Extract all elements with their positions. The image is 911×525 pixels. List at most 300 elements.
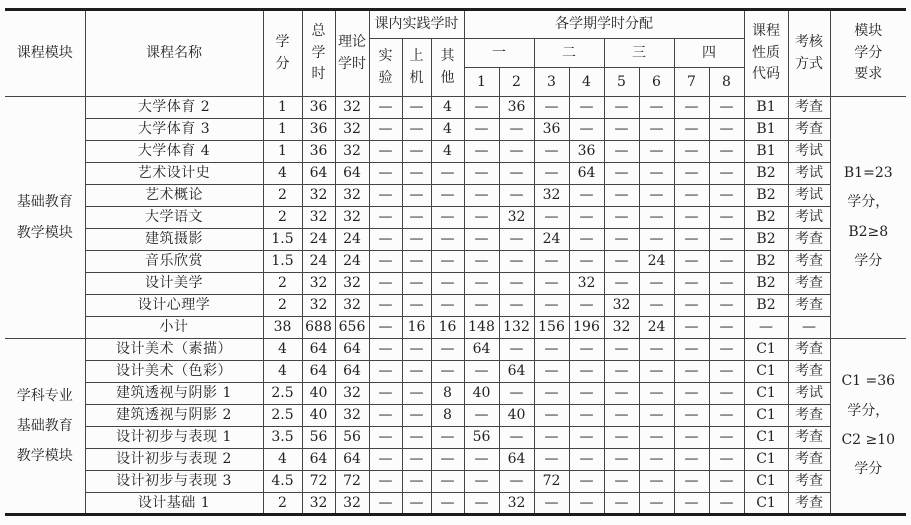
assessment-cell: 考试 (788, 207, 830, 229)
semester-7-hours-cell: — (674, 361, 709, 383)
module-requirement-line: 学分 (854, 461, 883, 478)
theory-hours-cell: 32 (335, 97, 369, 119)
header-module-label: 课程模块 (16, 45, 73, 62)
semester-8-hours-cell: — (709, 471, 744, 493)
header-theory-line: 学时 (338, 55, 366, 72)
header-module-requirement-line: 学分 (854, 44, 883, 61)
semester-8-hours-cell: — (709, 295, 744, 317)
computer-hours-cell: — (402, 97, 431, 119)
header-course-code-line: 课程 (752, 22, 781, 39)
total-hours-cell: 56 (302, 427, 335, 449)
semester-8-hours-cell: — (709, 383, 744, 405)
semester-3-hours-cell: — (534, 97, 569, 119)
credits-cell: 1 (263, 97, 302, 119)
header-assessment (788, 10, 830, 97)
semester-3-hours-cell: — (534, 493, 569, 515)
semester-3-hours-cell: — (534, 207, 569, 229)
header-year-4: 四 (674, 39, 744, 68)
header-assessment-line: 方式 (795, 55, 824, 72)
table-row (5, 207, 906, 229)
module-requirement-line: C1 =36 (841, 373, 896, 390)
semester-1-hours-cell: — (464, 229, 499, 251)
header-practice-other (431, 39, 464, 97)
semester-4-hours-cell: — (569, 493, 604, 515)
semester-4-hours-cell: — (569, 471, 604, 493)
semester-3-hours-cell: — (534, 383, 569, 405)
module-cell (5, 339, 85, 515)
course-code-cell: C1 (744, 493, 788, 515)
course-name-cell: 艺术设计史 (85, 163, 263, 185)
header-year-3: 三 (604, 39, 674, 68)
header-semester-group-label: 各学期学时分配 (555, 16, 654, 33)
semester-7-hours-cell: — (674, 119, 709, 141)
semester-1-hours-cell: — (464, 295, 499, 317)
course-code-cell: B1 (744, 119, 788, 141)
semester-6-hours-cell: — (639, 339, 674, 361)
semester-2-hours-cell: — (499, 273, 534, 295)
semester-1-hours-cell: 56 (464, 427, 499, 449)
course-code-cell: C1 (744, 471, 788, 493)
assessment-cell: 考查 (788, 97, 830, 119)
semester-7-hours-cell: — (674, 97, 709, 119)
semester-1-hours-cell: — (464, 251, 499, 273)
semester-7-hours-cell: — (674, 471, 709, 493)
semester-1-hours-cell: — (464, 185, 499, 207)
experiment-hours-cell: — (369, 97, 402, 119)
course-code-cell: B2 (744, 295, 788, 317)
total-hours-cell: 40 (302, 405, 335, 427)
semester-8-hours-cell: — (709, 185, 744, 207)
semester-8-hours-cell: — (709, 273, 744, 295)
semester-7-hours-cell: — (674, 405, 709, 427)
semester-6-hours-cell: 24 (639, 317, 674, 339)
semester-3-hours-cell: 24 (534, 229, 569, 251)
semester-7-hours-cell: — (674, 493, 709, 515)
theory-hours-cell: 32 (335, 207, 369, 229)
module-cell (5, 97, 85, 339)
semester-3-hours-cell: 32 (534, 185, 569, 207)
semester-8-hours-cell: — (709, 163, 744, 185)
header-practice-computer (402, 39, 431, 97)
semester-6-hours-cell: — (639, 141, 674, 163)
header-practice-exp (369, 39, 402, 97)
course-name-cell: 音乐欣赏 (85, 251, 263, 273)
header-semester-5: 5 (604, 68, 639, 97)
theory-hours-cell: 32 (335, 493, 369, 515)
total-hours-cell: 72 (302, 471, 335, 493)
module-requirement-line: C2 ≥10 (841, 432, 896, 448)
semester-1-hours-cell: — (464, 471, 499, 493)
semester-6-hours-cell: — (639, 405, 674, 427)
other-hours-cell: — (431, 493, 464, 515)
semester-5-hours-cell: — (604, 449, 639, 471)
header-credits (263, 10, 302, 97)
credits-cell: 2 (263, 493, 302, 515)
semester-1-hours-cell: — (464, 97, 499, 119)
semester-1-hours-cell: 64 (464, 339, 499, 361)
semester-4-hours-cell: — (569, 383, 604, 405)
table-row (5, 185, 906, 207)
credits-cell: 2 (263, 273, 302, 295)
assessment-cell: 考查 (788, 295, 830, 317)
semester-2-hours-cell: 36 (499, 97, 534, 119)
semester-2-hours-cell: 32 (499, 493, 534, 515)
theory-hours-cell: 32 (335, 185, 369, 207)
semester-4-hours-cell: 196 (569, 317, 604, 339)
semester-3-hours-cell: — (534, 295, 569, 317)
credits-cell: 38 (263, 317, 302, 339)
credits-cell: 4 (263, 163, 302, 185)
experiment-hours-cell: — (369, 295, 402, 317)
semester-3-hours-cell: — (534, 251, 569, 273)
semester-6-hours-cell: 24 (639, 251, 674, 273)
assessment-cell: 考查 (788, 229, 830, 251)
course-name-cell: 设计美术（素描） (85, 339, 263, 361)
table-row (5, 251, 906, 273)
semester-5-hours-cell: 32 (604, 317, 639, 339)
semester-5-hours-cell: — (604, 273, 639, 295)
experiment-hours-cell: — (369, 361, 402, 383)
semester-6-hours-cell: — (639, 229, 674, 251)
credits-cell: 2 (263, 207, 302, 229)
experiment-hours-cell: — (369, 383, 402, 405)
semester-6-hours-cell: — (639, 119, 674, 141)
experiment-hours-cell: — (369, 449, 402, 471)
other-hours-cell: 8 (431, 383, 464, 405)
header-total-hours-label: 总学时 (311, 22, 326, 83)
semester-4-hours-cell: 32 (569, 273, 604, 295)
semester-5-hours-cell: — (604, 405, 639, 427)
semester-2-hours-cell: — (499, 383, 534, 405)
other-hours-cell: — (431, 185, 464, 207)
theory-hours-cell: 72 (335, 471, 369, 493)
course-name-cell: 小计 (85, 317, 263, 339)
assessment-cell: 考试 (788, 383, 830, 405)
assessment-cell: 考查 (788, 251, 830, 273)
other-hours-cell: — (431, 449, 464, 471)
course-name-cell: 设计初步与表现 3 (85, 471, 263, 493)
module-requirement-line: 学分 (854, 252, 883, 269)
course-code-cell: C1 (744, 361, 788, 383)
header-module-requirement (830, 10, 906, 97)
experiment-hours-cell: — (369, 229, 402, 251)
semester-6-hours-cell: — (639, 163, 674, 185)
semester-4-hours-cell: — (569, 251, 604, 273)
semester-4-hours-cell: — (569, 361, 604, 383)
header-practice-group-label: 课内实践学时 (374, 16, 459, 33)
semester-1-hours-cell: — (464, 207, 499, 229)
other-hours-cell: — (431, 295, 464, 317)
theory-hours-cell: 32 (335, 295, 369, 317)
theory-hours-cell: 24 (335, 229, 369, 251)
semester-6-hours-cell: — (639, 273, 674, 295)
semester-3-hours-cell: 36 (534, 119, 569, 141)
header-semester-2: 2 (499, 68, 534, 97)
table-row (5, 361, 906, 383)
other-hours-cell: — (431, 361, 464, 383)
experiment-hours-cell: — (369, 119, 402, 141)
assessment-cell: 考查 (788, 493, 830, 515)
semester-7-hours-cell: — (674, 185, 709, 207)
other-hours-cell: 8 (431, 405, 464, 427)
semester-3-hours-cell: — (534, 361, 569, 383)
computer-hours-cell: — (402, 361, 431, 383)
semester-5-hours-cell: — (604, 361, 639, 383)
assessment-cell: 考试 (788, 141, 830, 163)
other-hours-cell: — (431, 471, 464, 493)
total-hours-cell: 688 (302, 317, 335, 339)
course-name-cell: 建筑摄影 (85, 229, 263, 251)
table-row (5, 119, 906, 141)
credits-cell: 2 (263, 185, 302, 207)
assessment-cell: 考试 (788, 163, 830, 185)
semester-3-hours-cell: 72 (534, 471, 569, 493)
semester-5-hours-cell: — (604, 339, 639, 361)
semester-7-hours-cell: — (674, 251, 709, 273)
experiment-hours-cell: — (369, 427, 402, 449)
semester-1-hours-cell: 40 (464, 383, 499, 405)
semester-4-hours-cell: 64 (569, 163, 604, 185)
semester-4-hours-cell: — (569, 449, 604, 471)
header-year-1: 一 (464, 39, 534, 68)
semester-5-hours-cell: — (604, 97, 639, 119)
theory-hours-cell: 64 (335, 163, 369, 185)
course-code-cell: — (744, 317, 788, 339)
experiment-hours-cell: — (369, 273, 402, 295)
other-hours-cell: 4 (431, 141, 464, 163)
semester-2-hours-cell: — (499, 163, 534, 185)
experiment-hours-cell: — (369, 163, 402, 185)
computer-hours-cell: — (402, 493, 431, 515)
course-code-cell: C1 (744, 405, 788, 427)
table-row (5, 339, 906, 361)
header-module-requirement-line: 要求 (854, 66, 883, 83)
header-semester-6: 6 (639, 68, 674, 97)
header-theory-line: 理论 (338, 33, 366, 50)
table-row (5, 493, 906, 515)
semester-2-hours-cell: — (499, 339, 534, 361)
credits-cell: 4.5 (263, 471, 302, 493)
total-hours-cell: 36 (302, 97, 335, 119)
course-name-cell: 设计美术（色彩） (85, 361, 263, 383)
course-code-cell: C1 (744, 339, 788, 361)
total-hours-cell: 40 (302, 383, 335, 405)
experiment-hours-cell: — (369, 251, 402, 273)
table-row (5, 295, 906, 317)
header-semester-7: 7 (674, 68, 709, 97)
total-hours-cell: 64 (302, 339, 335, 361)
module-requirement-line: 学分， (847, 194, 890, 211)
computer-hours-cell: — (402, 339, 431, 361)
semester-6-hours-cell: — (639, 207, 674, 229)
computer-hours-cell: — (402, 251, 431, 273)
semester-6-hours-cell: — (639, 295, 674, 317)
other-hours-cell: — (431, 163, 464, 185)
computer-hours-cell: — (402, 229, 431, 251)
semester-6-hours-cell: — (639, 185, 674, 207)
header-total-hours (302, 10, 335, 97)
other-hours-cell: 4 (431, 119, 464, 141)
header-course-code-line: 性质 (752, 44, 781, 61)
semester-4-hours-cell: — (569, 97, 604, 119)
credits-cell: 1.5 (263, 251, 302, 273)
header-assessment-line: 考核 (795, 33, 824, 50)
experiment-hours-cell: — (369, 339, 402, 361)
semester-7-hours-cell: — (674, 427, 709, 449)
credits-cell: 4 (263, 339, 302, 361)
semester-5-hours-cell: — (604, 163, 639, 185)
experiment-hours-cell: — (369, 493, 402, 515)
semester-6-hours-cell: — (639, 427, 674, 449)
theory-hours-cell: 32 (335, 119, 369, 141)
semester-4-hours-cell: — (569, 405, 604, 427)
semester-3-hours-cell: — (534, 427, 569, 449)
course-name-cell: 设计基础 1 (85, 493, 263, 515)
table-row (5, 229, 906, 251)
header-row-1 (5, 10, 906, 39)
theory-hours-cell: 32 (335, 273, 369, 295)
header-course-code (744, 10, 788, 97)
experiment-hours-cell: — (369, 471, 402, 493)
semester-5-hours-cell: — (604, 207, 639, 229)
semester-7-hours-cell: — (674, 229, 709, 251)
module-label-line: 基础教育 (16, 417, 73, 434)
course-name-cell: 设计初步与表现 2 (85, 449, 263, 471)
theory-hours-cell: 24 (335, 251, 369, 273)
semester-2-hours-cell: 32 (499, 207, 534, 229)
credits-cell: 2.5 (263, 383, 302, 405)
assessment-cell: 考查 (788, 361, 830, 383)
total-hours-cell: 32 (302, 273, 335, 295)
semester-8-hours-cell: — (709, 229, 744, 251)
course-code-cell: B2 (744, 229, 788, 251)
semester-7-hours-cell: — (674, 383, 709, 405)
table-row (5, 97, 906, 119)
table-row (5, 449, 906, 471)
computer-hours-cell: — (402, 471, 431, 493)
semester-1-hours-cell: — (464, 141, 499, 163)
experiment-hours-cell: — (369, 405, 402, 427)
computer-hours-cell: — (402, 185, 431, 207)
header-year-2: 二 (534, 39, 604, 68)
semester-2-hours-cell: — (499, 295, 534, 317)
course-name-cell: 建筑透视与阴影 1 (85, 383, 263, 405)
course-name-cell: 设计心理学 (85, 295, 263, 317)
semester-5-hours-cell: 32 (604, 295, 639, 317)
experiment-hours-cell: — (369, 317, 402, 339)
theory-hours-cell: 56 (335, 427, 369, 449)
header-practice-computer-label: 上机 (409, 47, 424, 86)
total-hours-cell: 64 (302, 361, 335, 383)
other-hours-cell: — (431, 339, 464, 361)
course-code-cell: B2 (744, 251, 788, 273)
semester-3-hours-cell: 156 (534, 317, 569, 339)
course-name-cell: 大学体育 4 (85, 141, 263, 163)
header-module (5, 10, 85, 97)
semester-5-hours-cell: — (604, 471, 639, 493)
semester-4-hours-cell: — (569, 207, 604, 229)
assessment-cell: 考试 (788, 185, 830, 207)
other-hours-cell: 4 (431, 97, 464, 119)
course-name-cell: 设计美学 (85, 273, 263, 295)
semester-3-hours-cell: — (534, 339, 569, 361)
total-hours-cell: 32 (302, 207, 335, 229)
total-hours-cell: 64 (302, 163, 335, 185)
computer-hours-cell: — (402, 405, 431, 427)
semester-5-hours-cell: — (604, 383, 639, 405)
course-code-cell: B2 (744, 273, 788, 295)
semester-3-hours-cell: — (534, 141, 569, 163)
semester-5-hours-cell: — (604, 493, 639, 515)
assessment-cell: 考查 (788, 119, 830, 141)
course-code-cell: B2 (744, 207, 788, 229)
header-practice-other-label: 其他 (440, 47, 455, 86)
table-row (5, 427, 906, 449)
semester-2-hours-cell: 40 (499, 405, 534, 427)
header-practice-exp-label: 实验 (378, 47, 393, 86)
theory-hours-cell: 32 (335, 141, 369, 163)
semester-5-hours-cell: — (604, 427, 639, 449)
curriculum-table (5, 8, 906, 516)
semester-8-hours-cell: — (709, 207, 744, 229)
total-hours-cell: 24 (302, 251, 335, 273)
semester-8-hours-cell: — (709, 119, 744, 141)
table-row (5, 383, 906, 405)
semester-3-hours-cell: — (534, 273, 569, 295)
semester-6-hours-cell: — (639, 97, 674, 119)
semester-4-hours-cell: — (569, 295, 604, 317)
credits-cell: 2.5 (263, 405, 302, 427)
experiment-hours-cell: — (369, 185, 402, 207)
semester-2-hours-cell: 132 (499, 317, 534, 339)
semester-7-hours-cell: — (674, 207, 709, 229)
semester-3-hours-cell: — (534, 163, 569, 185)
total-hours-cell: 64 (302, 449, 335, 471)
theory-hours-cell: 32 (335, 405, 369, 427)
header-semester-group (464, 10, 744, 39)
semester-8-hours-cell: — (709, 405, 744, 427)
other-hours-cell: 16 (431, 317, 464, 339)
header-course-code-line: 代码 (752, 66, 781, 83)
semester-6-hours-cell: — (639, 493, 674, 515)
table-row (5, 471, 906, 493)
semester-1-hours-cell: — (464, 361, 499, 383)
semester-7-hours-cell: — (674, 317, 709, 339)
module-requirement-line: 学分， (847, 402, 890, 419)
semester-2-hours-cell: — (499, 119, 534, 141)
semester-4-hours-cell: — (569, 185, 604, 207)
table-row (5, 273, 906, 295)
module-requirement-cell (830, 339, 906, 515)
semester-1-hours-cell: — (464, 119, 499, 141)
semester-2-hours-cell: — (499, 185, 534, 207)
semester-1-hours-cell: 148 (464, 317, 499, 339)
semester-8-hours-cell: — (709, 339, 744, 361)
computer-hours-cell: — (402, 163, 431, 185)
assessment-cell: 考查 (788, 273, 830, 295)
semester-8-hours-cell: — (709, 493, 744, 515)
course-code-cell: B1 (744, 141, 788, 163)
assessment-cell: 考查 (788, 471, 830, 493)
experiment-hours-cell: — (369, 207, 402, 229)
header-theory-hours (335, 10, 369, 97)
semester-3-hours-cell: — (534, 405, 569, 427)
assessment-cell: 考查 (788, 339, 830, 361)
computer-hours-cell: — (402, 141, 431, 163)
assessment-cell: — (788, 317, 830, 339)
header-semester-3: 3 (534, 68, 569, 97)
semester-8-hours-cell: — (709, 361, 744, 383)
